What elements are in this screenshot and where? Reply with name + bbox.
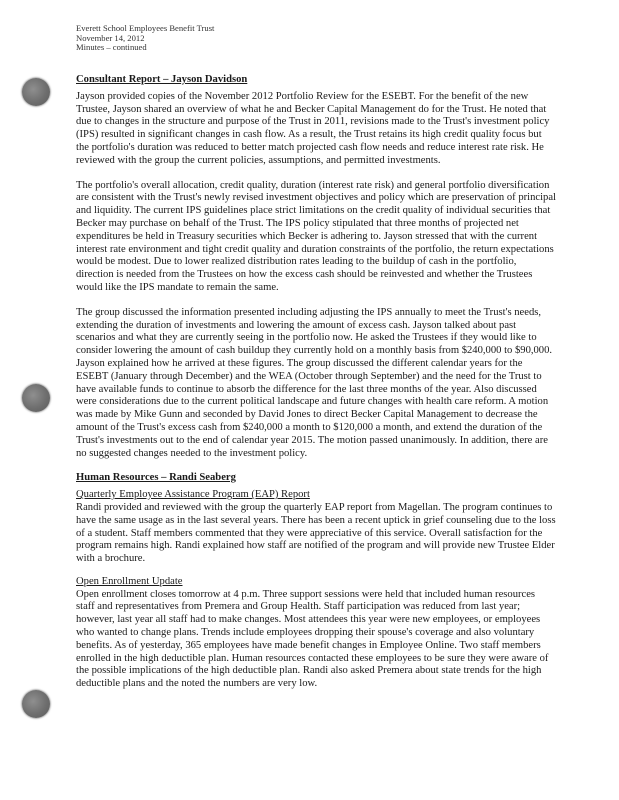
document-header [76,24,214,53]
consultant-report-heading: Consultant Report – Jayson Davidson [76,74,248,85]
document-body [76,74,556,703]
open-enrollment-heading: Open Enrollment Update [76,575,183,587]
header-organization: Everett School Employees Benefit Trust [76,23,215,33]
punch-hole [22,78,50,106]
open-enrollment-paragraph: Open enrollment closes tomorrow at 4 p.m. Three support sessions were held that included human resources staff and representatives from Premera and Group Health. Staff participation was reduced from last year; however, last year all staff had to make changes. Most attendees this year were new employees, or employees who wanted to change plans. Trends include employees dropping their spouse's coverage and also voluntary benefits. As of yesterday, 365 employees have made benefit changes in Employee Online. Two staff members enrolled in the high deductible plan. Human resources contacted these employees to be sure they were aware of the possible implications of the high deductible plan. Randi also asked Premera about state trends for the high deductible plans and the noted the numbers are very low. [76,588,549,690]
eap-report-paragraph: Randi provided and reviewed with the group the quarterly EAP report from Magellan. The program continues to have the same usage as in the last several years. There has been a recent uptick in grief counseling due to the loss of a student. Staff members commented that they were appreciative of this service. Overall satisfaction for the program remains high. Randi explained how staff are notified of the program and will provide new Trustee Elder with a brochure. [76,501,556,565]
consultant-paragraph-3: The group discussed the information presented including adjusting the IPS annually to meet the Trust's needs, extending the duration of investments and lowering the amount of excess cash. Jayson talked about past scenarios and what they are currently seeing in the portfolio now. He asked the Trustees if they would like to consider lowering the amount of cash buildup they currently hold on a monthly basis from $240,000 to $90,000. Jayson explained how he arrived at these figures. The group discussed the different calendar years for the ESEBT (January through December) and the WEA (October through September) and the need for the Trust to have available funds to continue to absorb the difference for the last three months of the year. Also discussed were considerations due to the current political landscape and future changes with health care reform. A motion was made by Mike Gunn and seconded by David Jones to direct Becker Capital Management to decrease the amount of the Trust's excess cash from $240,000 a month to $120,000 a month, and extend the duration of the Trust's investments out to the end of calendar year 2015. The motion passed unanimously. In addition, there are no suggested changes needed to the investment policy. [76,306,553,459]
header-date: November 14, 2012 [76,32,145,43]
header-subtitle: Minutes – continued [76,42,147,53]
punch-hole [22,690,50,718]
consultant-paragraph-1: Jayson provided copies of the November 2012 Portfolio Review for the ESEBT. For the benefit of the new Trustee, Jayson shared an overview of what he and Becker Capital Management do for the Trust. He noted that due to changes in the structure and purpose of the Trust in 2011, revisions made to the Trust's investment policy (IPS) resulted in significant changes in cash flow. As a result, the Trust retains its high credit quality focus but the portfolio's duration was reduced to better match projected cash flow needs and reduce interest rate risk. He reviewed with the group the current policies, assumptions, and permitted investments. [76,90,550,166]
human-resources-heading: Human Resources – Randi Seaberg [76,472,236,484]
punch-hole [22,384,50,412]
eap-report-heading: Quarterly Employee Assistance Program (EAP) Report [76,489,310,501]
consultant-paragraph-2: The portfolio's overall allocation, credit quality, duration (interest rate risk) and general portfolio diversification are consistent with the Trust's newly revised investment objectives and policy which are preservation of principal and liquidity. The current IPS guidelines place strict limitations on the credit quality of individual securities that Becker may purchase on behalf of the Trust. The IPS policy stipulated that three months of projected net expenditures be held in Treasury securities which Becker is adhering to. Jayson stressed that with the current interest rate environment and tight credit quality and duration constraints of the portfolio, the return expectations would be modest. Due to lower realized distribution rates leading to the buildup of cash in the portfolio, direction is needed from the Trustees on how the excess cash should be reinvested and whether the Trustees would like the IPS mandate to remain the same. [76,179,556,293]
